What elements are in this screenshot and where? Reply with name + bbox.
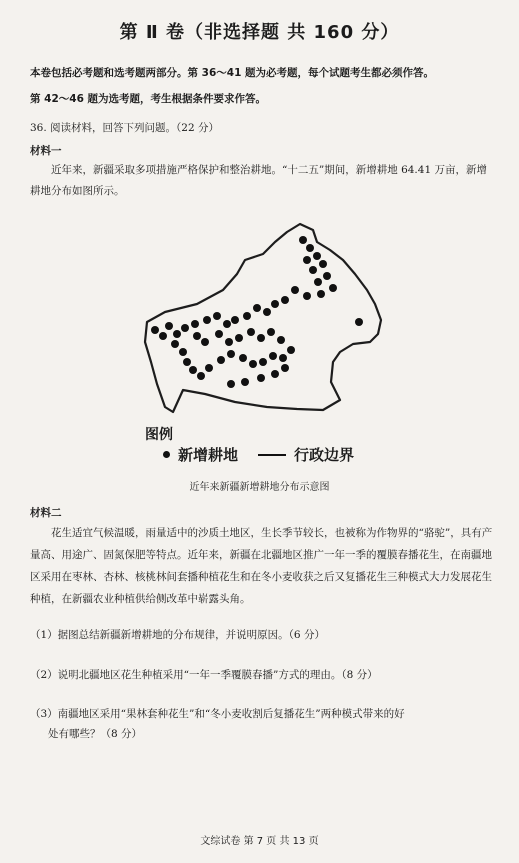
material-2-text: 花生适宜气候温暖，雨量适中的沙质土地区，生长季节较长，也被称为作物界的“骆驼”，具有产量高、用途广、固氮保肥等特点。近年来，新疆在北疆地区推广一年一季的覆膜春播花生，在南疆地区采用在枣林、杏林、核桃林间套播种植花生和在冬小麦收获之后又复播花生三种模式大力发展花生种植，在新疆农业种植供给侧改革中崭露头角。 bbox=[30, 527, 493, 605]
cropland-point bbox=[189, 366, 197, 374]
cropland-point bbox=[355, 318, 363, 326]
legend-line-label: 行政边界 bbox=[294, 446, 355, 464]
cropland-point bbox=[179, 348, 187, 356]
cropland-point bbox=[171, 340, 179, 348]
cropland-point bbox=[159, 332, 167, 340]
cropland-point bbox=[303, 292, 311, 300]
cropland-point bbox=[241, 378, 249, 386]
cropland-point bbox=[239, 354, 247, 362]
material-1-title: 材料一 bbox=[30, 145, 62, 157]
cropland-point bbox=[269, 352, 277, 360]
cropland-point bbox=[205, 364, 213, 372]
cropland-point bbox=[215, 330, 223, 338]
map-svg bbox=[135, 212, 395, 427]
cropland-point bbox=[227, 380, 235, 388]
cropland-point bbox=[181, 324, 189, 332]
map-legend bbox=[163, 444, 354, 465]
cropland-point bbox=[253, 304, 261, 312]
boundary-line-icon bbox=[258, 454, 286, 456]
cropland-point bbox=[329, 284, 337, 292]
cropland-point bbox=[303, 256, 311, 264]
cropland-point bbox=[257, 374, 265, 382]
map-caption: 近年来新疆新增耕地分布示意图 bbox=[189, 482, 330, 493]
cropland-point bbox=[235, 334, 243, 342]
cropland-point bbox=[271, 300, 279, 308]
cropland-point bbox=[151, 326, 159, 334]
cropland-point bbox=[309, 266, 317, 274]
cropland-point bbox=[277, 336, 285, 344]
cropland-point bbox=[313, 252, 321, 260]
sub-question-2: （2）说明北疆地区花生种植采用“一年一季覆膜春播”方式的理由。（8 分） bbox=[30, 669, 378, 681]
cropland-point bbox=[314, 278, 322, 286]
cropland-point bbox=[231, 316, 239, 324]
sub-question-3-line-2: 处有哪些？（8 分） bbox=[48, 728, 143, 740]
cropland-point bbox=[247, 328, 255, 336]
cropland-point bbox=[317, 290, 325, 298]
cropland-point bbox=[319, 260, 327, 268]
cropland-point bbox=[257, 334, 265, 342]
cropland-point bbox=[217, 356, 225, 364]
section-title: 第 Ⅱ 卷（非选择题 共 160 分） bbox=[119, 22, 400, 43]
cropland-point bbox=[243, 312, 251, 320]
material-2-title: 材料二 bbox=[30, 507, 62, 519]
cropland-point bbox=[249, 360, 257, 368]
cropland-point bbox=[281, 296, 289, 304]
cropland-point bbox=[183, 358, 191, 366]
cropland-point bbox=[306, 244, 314, 252]
cropland-point bbox=[201, 338, 209, 346]
intro-line-2: 第 42～46 题为选考题，考生根据条件要求作答。 bbox=[30, 93, 267, 105]
cropland-point bbox=[203, 316, 211, 324]
cropland-dot-icon bbox=[163, 451, 170, 458]
cropland-point bbox=[281, 364, 289, 372]
sub-question-1: （1）据图总结新疆新增耕地的分布规律，并说明原因。（6 分） bbox=[30, 629, 325, 641]
cropland-point bbox=[191, 320, 199, 328]
material-1-text: 近年来，新疆采取多项措施严格保护和整治耕地。“十二五”期间，新增耕地 64.41 万亩，新增耕地分布如图所示。 bbox=[30, 164, 487, 197]
question-36-heading: 36. 阅读材料，回答下列问题。（22 分） bbox=[30, 122, 219, 134]
sub-question-3-line-1: （3）南疆地区采用“果林套种花生”和“冬小麦收割后复播花生”两种模式带来的好 bbox=[30, 708, 405, 720]
administrative-boundary bbox=[145, 224, 381, 412]
cropland-point bbox=[287, 346, 295, 354]
legend-title: 图例 bbox=[145, 427, 173, 443]
new-cropland-points bbox=[151, 236, 363, 388]
cropland-point bbox=[165, 322, 173, 330]
cropland-point bbox=[263, 308, 271, 316]
cropland-point bbox=[299, 236, 307, 244]
intro-line-1: 本卷包括必考题和选考题两部分。第 36～41 题为必考题，每个试题考生都必须作答。 bbox=[30, 67, 435, 79]
cropland-point bbox=[223, 320, 231, 328]
cropland-point bbox=[213, 312, 221, 320]
cropland-point bbox=[291, 286, 299, 294]
cropland-point bbox=[279, 354, 287, 362]
cropland-point bbox=[227, 350, 235, 358]
legend-dot-label: 新增耕地 bbox=[178, 446, 239, 464]
cropland-point bbox=[225, 338, 233, 346]
cropland-point bbox=[271, 370, 279, 378]
cropland-point bbox=[323, 272, 331, 280]
page-footer: 文综试卷 第 7 页 共 13 页 bbox=[200, 836, 319, 847]
cropland-point bbox=[197, 372, 205, 380]
cropland-point bbox=[267, 328, 275, 336]
cropland-point bbox=[259, 358, 267, 366]
cropland-point bbox=[193, 332, 201, 340]
cropland-point bbox=[173, 330, 181, 338]
xinjiang-cropland-map bbox=[135, 212, 395, 427]
